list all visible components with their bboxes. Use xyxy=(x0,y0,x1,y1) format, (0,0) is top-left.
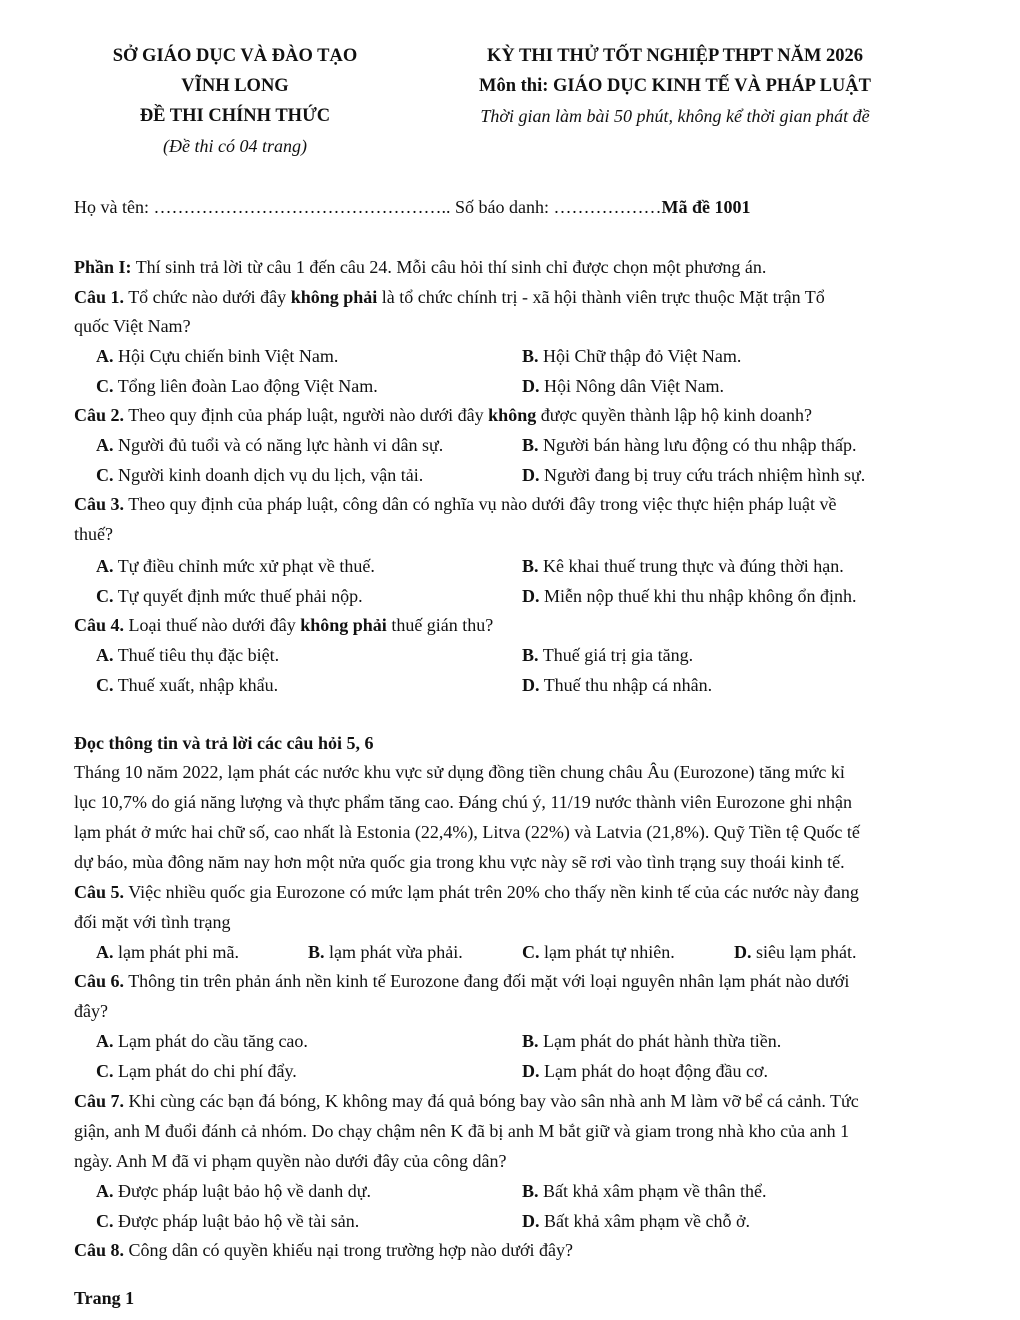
q1-option-d[interactable]: D. Hội Nông dân Việt Nam. xyxy=(522,376,725,396)
q1-option-b[interactable]: B. Hội Chữ thập đỏ Việt Nam. xyxy=(522,346,742,366)
official-exam-label: ĐỀ THI CHÍNH THỨC xyxy=(139,106,331,126)
page-number: Trang 1 xyxy=(74,1288,135,1308)
question-4: Câu 4. Loại thuế nào dưới đây không phải thuế gián thu? xyxy=(74,615,494,635)
reading-line-1: Tháng 10 năm 2022, lạm phát các nước khu vực sử dụng đồng tiền chung châu Âu (Eurozone) tăng mức kỉ xyxy=(74,762,845,782)
question-1: Câu 1. Tổ chức nào dưới đây không phải là tổ chức chính trị - xã hội thành viên trực thuộc Mặt trận Tổ xyxy=(74,287,825,307)
q4-option-d[interactable]: D. Thuế thu nhập cá nhân. xyxy=(522,675,713,695)
q3-option-d[interactable]: D. Miễn nộp thuế khi thu nhập không ổn định. xyxy=(522,586,857,606)
q5-option-b[interactable]: B. lạm phát vừa phải. xyxy=(308,942,463,962)
reading-line-4: dự báo, mùa đông năm nay hơn một nửa quốc gia trong khu vực này sẽ rơi vào tình trạng suy thoái kinh tế. xyxy=(74,852,845,872)
q1-option-c[interactable]: C. Tổng liên đoàn Lao động Việt Nam. xyxy=(96,376,378,396)
q7-option-b[interactable]: B. Bất khả xâm phạm về thân thể. xyxy=(522,1181,767,1201)
q2-option-c[interactable]: C. Người kinh doanh dịch vụ du lịch, vận tải. xyxy=(96,465,424,485)
question-2: Câu 2. Theo quy định của pháp luật, người nào dưới đây không được quyền thành lập hộ kinh doanh? xyxy=(74,405,812,425)
q5-option-a[interactable]: A. lạm phát phi mã. xyxy=(96,942,239,962)
question-7: Câu 7. Khi cùng các bạn đá bóng, K không may đá quả bóng bay vào sân nhà anh M làm vỡ bể cá cảnh. Tức xyxy=(74,1091,859,1111)
q3-option-b[interactable]: B. Kê khai thuế trung thực và đúng thời hạn. xyxy=(522,556,844,576)
q4-option-a[interactable]: A. Thuế tiêu thụ đặc biệt. xyxy=(96,645,280,665)
reading-line-3: lạm phát ở mức hai chữ số, cao nhất là Estonia (22,4%), Litva (22%) và Latvia (21,8%). Quỹ Tiền tệ Quốc tế xyxy=(74,822,860,842)
question-3-cont: thuế? xyxy=(74,524,113,544)
question-7-cont-1: giận, anh M đuổi đánh cả nhóm. Do chạy chậm nên K đã bị anh M bắt giữ và giam trong nhà kho của anh 1 xyxy=(74,1121,850,1141)
q7-option-c[interactable]: C. Được pháp luật bảo hộ về tài sản. xyxy=(96,1211,360,1231)
q2-option-d[interactable]: D. Người đang bị truy cứu trách nhiệm hình sự. xyxy=(522,465,866,485)
q4-option-c[interactable]: C. Thuế xuất, nhập khẩu. xyxy=(96,675,279,695)
q3-option-c[interactable]: C. Tự quyết định mức thuế phải nộp. xyxy=(96,586,363,606)
reading-line-2: lục 10,7% do giá năng lượng và thực phẩm tăng cao. Đáng chú ý, 11/19 nước thành viên Eurozone ghi nhận xyxy=(74,792,852,812)
question-5-cont: đối mặt với tình trạng xyxy=(74,912,231,932)
q6-option-b[interactable]: B. Lạm phát do phát hành thừa tiền. xyxy=(522,1031,782,1051)
q1-option-a[interactable]: A. Hội Cựu chiến binh Việt Nam. xyxy=(96,346,339,366)
exam-duration: Thời gian làm bài 50 phút, không kể thời gian phát đề xyxy=(480,106,870,126)
part1-instruction: Phần I: Thí sinh trả lời từ câu 1 đến câu 24. Mỗi câu hỏi thí sinh chỉ được chọn một phương án. xyxy=(74,257,767,277)
q7-option-a[interactable]: A. Được pháp luật bảo hộ về danh dự. xyxy=(96,1181,371,1201)
q2-option-b[interactable]: B. Người bán hàng lưu động có thu nhập thấp. xyxy=(522,435,857,455)
question-3: Câu 3. Theo quy định của pháp luật, công dân có nghĩa vụ nào dưới đây trong việc thực hiện pháp luật về xyxy=(74,494,837,514)
q7-option-d[interactable]: D. Bất khả xâm phạm về chỗ ở. xyxy=(522,1211,750,1231)
q5-option-c[interactable]: C. lạm phát tự nhiên. xyxy=(522,942,675,962)
province-name: VĨNH LONG xyxy=(181,76,289,96)
exam-code: Mã đề 1001 xyxy=(661,197,751,217)
candidate-info-line: Họ và tên: ………………………………………….. Số báo danh: ………………Mã đề 1001 xyxy=(74,197,751,217)
reading-title: Đọc thông tin và trả lời các câu hỏi 5, 6 xyxy=(74,733,374,753)
question-5: Câu 5. Việc nhiều quốc gia Eurozone có mức lạm phát trên 20% cho thấy nền kinh tế của các nước này đang xyxy=(74,882,859,902)
department-name: SỞ GIÁO DỤC VÀ ĐÀO TẠO xyxy=(112,46,358,66)
exam-title: KỲ THI THỬ TỐT NGHIỆP THPT NĂM 2026 xyxy=(486,46,864,66)
question-7-cont-2: ngày. Anh M đã vi phạm quyền nào dưới đây của công dân? xyxy=(74,1151,507,1171)
q5-option-d[interactable]: D. siêu lạm phát. xyxy=(734,942,857,962)
question-6: Câu 6. Thông tin trên phản ánh nền kinh tế Eurozone đang đối mặt với loại nguyên nhân lạm phát nào dưới xyxy=(74,971,850,991)
exam-subject: Môn thi: GIÁO DỤC KINH TẾ VÀ PHÁP LUẬT xyxy=(479,76,871,96)
question-8: Câu 8. Công dân có quyền khiếu nại trong trường hợp nào dưới đây? xyxy=(74,1240,573,1260)
q4-option-b[interactable]: B. Thuế giá trị gia tăng. xyxy=(522,645,694,665)
q6-option-a[interactable]: A. Lạm phát do cầu tăng cao. xyxy=(96,1031,308,1051)
question-6-cont: đây? xyxy=(74,1001,108,1021)
q2-option-a[interactable]: A. Người đủ tuổi và có năng lực hành vi dân sự. xyxy=(96,435,444,455)
q6-option-d[interactable]: D. Lạm phát do hoạt động đầu cơ. xyxy=(522,1061,768,1081)
page-count-note: (Đề thi có 04 trang) xyxy=(163,136,307,156)
q6-option-c[interactable]: C. Lạm phát do chi phí đẩy. xyxy=(96,1061,297,1081)
question-1-cont: quốc Việt Nam? xyxy=(74,316,191,336)
q3-option-a[interactable]: A. Tự điều chỉnh mức xử phạt về thuế. xyxy=(96,556,375,576)
